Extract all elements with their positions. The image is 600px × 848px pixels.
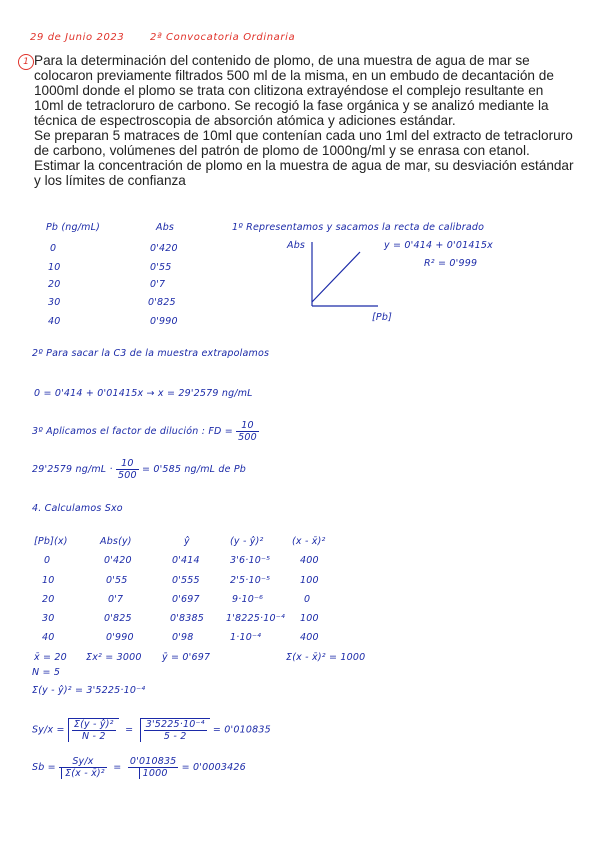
sb-result: = 0'0003426: [181, 762, 246, 773]
x-mean: x̄ = 20: [34, 652, 67, 663]
sb-den: Σ(x - x̄)²: [59, 768, 107, 779]
step4-cell: 0'990: [106, 632, 134, 643]
syx-num: Σ(y - ŷ)²: [73, 719, 114, 730]
sum-deviation: Σ(x - x̄)² = 1000: [286, 652, 366, 663]
table1-cell: 0: [50, 243, 57, 254]
sum-x2: Σx² = 3000: [86, 652, 142, 663]
step4-cell: 1'8225·10⁻⁴: [226, 613, 285, 624]
table1-cell: 0'825: [148, 297, 176, 308]
step4-header: ŷ: [184, 536, 190, 547]
step4-cell: 0'420: [104, 555, 132, 566]
step1-equation: y = 0'414 + 0'01415x: [384, 240, 493, 251]
step3-title: 3º Aplicamos el factor de dilución : FD =: [32, 426, 233, 437]
step4-cell: 0'414: [172, 555, 200, 566]
step4-cell: 20: [42, 594, 55, 605]
step4-cell: 30: [42, 613, 55, 624]
sb-formula: Sb = $\frac{Sy/x}{\text{Σ(x - x̄)²}}$ = $\frac{0'010835}{1000}$ = 0'0003426: [32, 756, 246, 779]
step4-cell: 40: [42, 632, 55, 643]
step4-cell: 0'697: [172, 594, 200, 605]
table1-cell: 10: [48, 262, 61, 273]
step4-cell: 0'555: [172, 575, 200, 586]
syx-fraction: [72, 719, 116, 742]
step1-r2: R² = 0'999: [424, 258, 478, 269]
syx-fraction-2: [144, 719, 207, 742]
syx-sqrt-2: [140, 718, 210, 742]
question-paragraph-3: Estimar la concentración de plomo en la muestra de agua de mar, su desviación estándar y los límites de confianza: [34, 158, 574, 188]
sb-num-2: 0'010835: [129, 756, 177, 767]
syx-label: Sy/x =: [32, 724, 65, 736]
sum-residuals: Σ(y - ŷ)² = 3'5225·10⁻⁴: [32, 685, 146, 696]
question-text: [34, 53, 574, 188]
step4-cell: 3'6·10⁻⁵: [230, 555, 271, 566]
table1-cell: 0'7: [150, 279, 166, 290]
sb-label: Sb =: [32, 762, 56, 773]
step4-cell: 0'8385: [170, 613, 205, 624]
table1-cell: 0'990: [150, 316, 178, 327]
question-number: 1: [18, 54, 34, 70]
step3-fd-fraction: [236, 420, 259, 443]
table1-cell: 40: [48, 316, 61, 327]
step4-cell: 0: [304, 594, 311, 605]
syx-den: N - 2: [81, 731, 106, 742]
step4-cell: 100: [300, 613, 319, 624]
step2-title: 2º Para sacar la C3 de la muestra extrapolamos: [32, 348, 270, 359]
sb-den-2: 1000: [128, 768, 179, 779]
step3-calc-den: 500: [117, 470, 137, 481]
syx-num-2: 3'5225·10⁻⁴: [145, 719, 205, 730]
step3-calc: [32, 458, 246, 481]
calibration-graph: [300, 240, 380, 315]
step3-fd-den: 500: [238, 432, 257, 443]
question-paragraph-1: Para la determinación del contenido de plomo, de una muestra de agua de mar se colocaron previamente filtrados 500 ml de la misma, en un embudo de decantación de 1000ml donde el plomo se trata con clitizona extrayéndose el complejo resultante en 10ml de tetracloruro de carbono. Se recogió la fase orgánica y se analizó mediante la técnica de espectroscopia de absorción atómica y adiciones estándar.: [34, 53, 554, 128]
step2-equation: 0 = 0'414 + 0'01415x → x = 29'2579 ng/mL: [34, 388, 253, 399]
sb-fraction: [59, 756, 107, 779]
step4-header: (x - x̄)²: [292, 536, 326, 547]
table1-cell: 30: [48, 297, 61, 308]
step3-fd-num: 10: [236, 420, 259, 432]
step3-line: [32, 420, 259, 443]
table1-cell: 0'55: [150, 262, 172, 273]
step4-cell: 1·10⁻⁴: [230, 632, 262, 643]
y-mean: ȳ = 0'697: [162, 652, 211, 663]
header-title: 2ª Convocatoria Ordinaria: [150, 32, 296, 43]
sb-fraction-2: [128, 756, 179, 779]
step4-cell: 100: [300, 575, 319, 586]
step4-cell: 10: [42, 575, 55, 586]
question-paragraph-2: Se preparan 5 matraces de 10ml que contenían cada uno 1ml del extracto de tetracloruro de carbono, volúmenes del patrón de plomo de 1000ng/ml y se enrasa con etanol.: [34, 128, 573, 158]
n-value: N = 5: [32, 667, 61, 678]
step3-calc-right: = 0'585 ng/mL de Pb: [141, 464, 247, 475]
step4-title: 4. Calculamos Sxo: [32, 503, 123, 514]
step3-calc-left: 29'2579 ng/mL ·: [32, 464, 113, 475]
step4-header: (y - ŷ)²: [230, 536, 264, 547]
step4-cell: 9·10⁻⁶: [232, 594, 264, 605]
syx-result: = 0'010835: [212, 724, 271, 736]
step4-cell: 0'825: [104, 613, 132, 624]
step1-axis-x: [Pb]: [372, 312, 392, 323]
table1-header-abs: Abs: [156, 222, 175, 233]
syx-formula: Sy/x = $\frac{\text{Σ(y - ŷ)²}}{N - 2}$ = $\frac{\text{3'5225·10⁻⁴}}{5 - 2}$ = 0'010835: [32, 719, 271, 742]
step1-axis-y: Abs: [287, 240, 306, 251]
step4-cell: 400: [300, 555, 319, 566]
step4-cell: 0: [44, 555, 51, 566]
step3-calc-fraction: [116, 458, 139, 481]
step4-cell: 0'98: [172, 632, 194, 643]
step4-cell: 0'7: [108, 594, 124, 605]
header-date: 29 de Junio 2023: [30, 32, 125, 43]
sb-num: Sy/x: [59, 756, 107, 768]
step4-header: [Pb](x): [34, 536, 68, 547]
step4-header: Abs(y): [100, 536, 132, 547]
table1-header-pb: Pb (ng/mL): [46, 222, 100, 233]
step3-calc-num: 10: [116, 458, 139, 470]
syx-den-2: 5 - 2: [163, 731, 187, 742]
step4-cell: 2'5·10⁻⁵: [230, 575, 271, 586]
step1-title: 1º Representamos y sacamos la recta de calibrado: [232, 222, 485, 233]
syx-sqrt: [68, 718, 119, 742]
table1-cell: 20: [48, 279, 61, 290]
table1-cell: 0'420: [150, 243, 178, 254]
step4-cell: 400: [300, 632, 319, 643]
step4-cell: 0'55: [106, 575, 128, 586]
calibration-line: [312, 252, 360, 302]
